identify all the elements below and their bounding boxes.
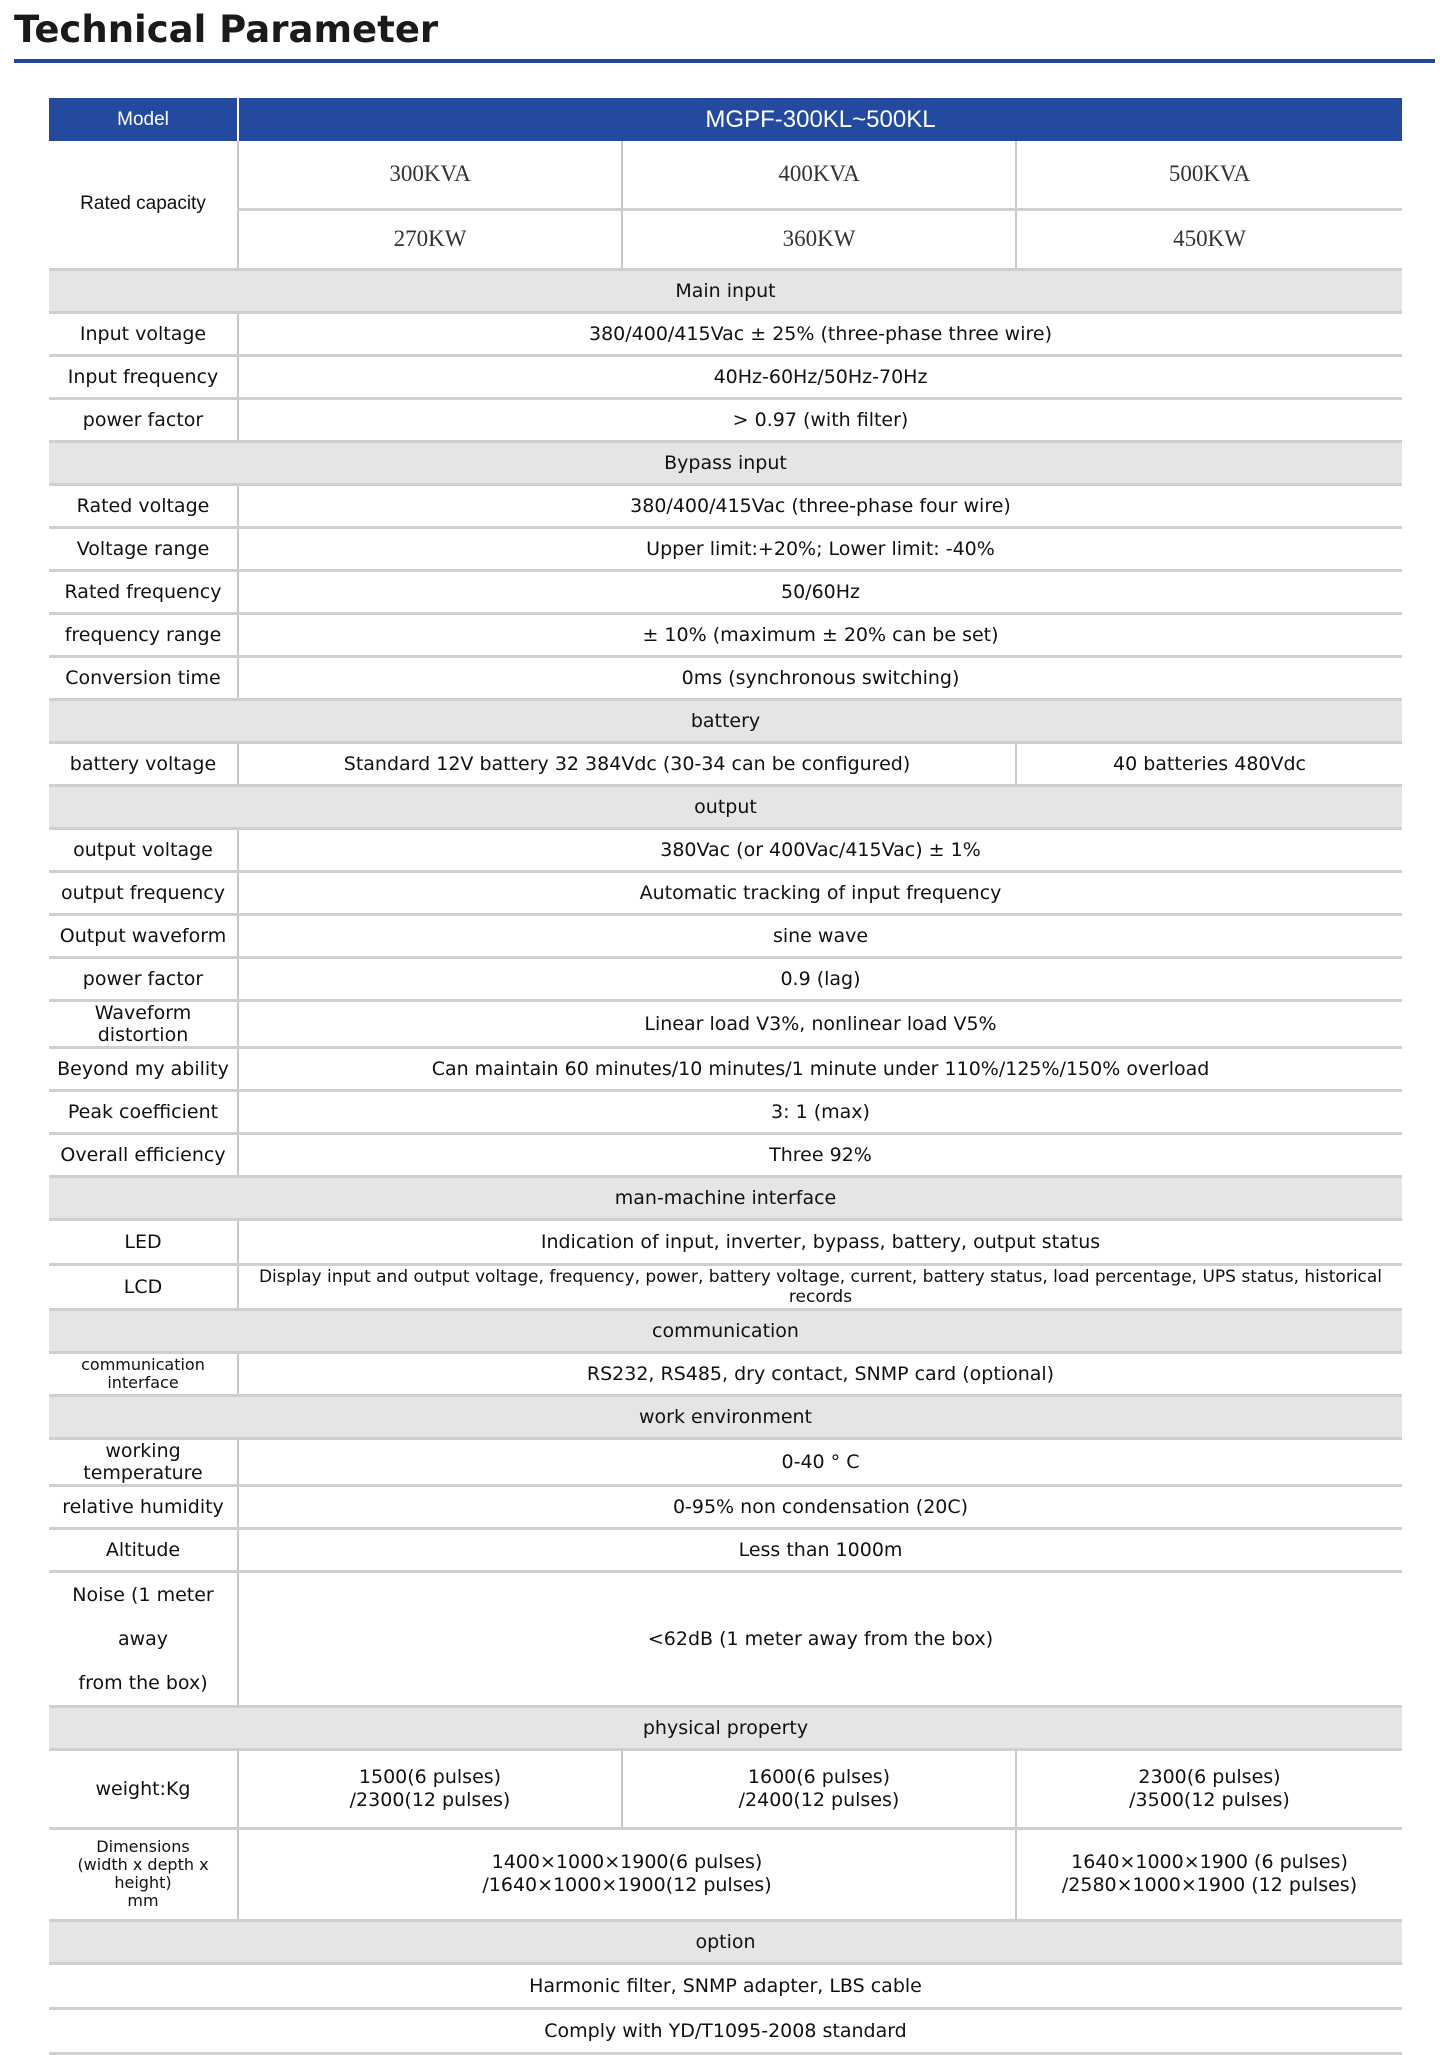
- spec-label-line: interface: [107, 1372, 179, 1392]
- spec-row: [49, 1000, 1402, 1047]
- spec-row: [49, 1828, 1402, 1920]
- spec-label: LCD: [49, 1264, 238, 1309]
- spec-label-line: from the box): [78, 1671, 208, 1694]
- spec-row: [49, 957, 1402, 1000]
- value-line: 1400×1000×1900(6 pulses): [491, 1851, 763, 1873]
- spec-row: [49, 527, 1402, 570]
- section-physical-property: physical property: [49, 1706, 1402, 1749]
- spec-row: [49, 1749, 1402, 1828]
- title-underline: [14, 59, 1435, 63]
- spec-value: ± 10% (maximum ± 20% can be set): [238, 613, 1402, 656]
- spec-label: weight:Kg: [49, 1749, 238, 1828]
- spec-row: [49, 1352, 1402, 1395]
- spec-table: [49, 98, 1402, 2055]
- model-value: MGPF-300KL~500KL: [238, 98, 1402, 141]
- spec-value: [1016, 1828, 1402, 1920]
- spec-value: 0ms (synchronous switching): [238, 656, 1402, 699]
- spec-row: [49, 398, 1402, 441]
- option-value: Harmonic filter, SNMP adapter, LBS cable: [49, 1963, 1402, 2008]
- spec-label-line: Dimensions: [96, 1837, 190, 1856]
- spec-label: [49, 1828, 238, 1920]
- spec-value: > 0.97 (with filter): [238, 398, 1402, 441]
- section-header-row: [49, 785, 1402, 828]
- spec-value: Standard 12V battery 32 384Vdc (30-34 can be configured): [238, 742, 1016, 785]
- spec-row: [49, 1133, 1402, 1176]
- section-header-row: [49, 1395, 1402, 1438]
- section-man-machine-interface: man-machine interface: [49, 1176, 1402, 1219]
- spec-value: Upper limit:+20%; Lower limit: -40%: [238, 527, 1402, 570]
- spec-value: 380/400/415Vac (three-phase four wire): [238, 484, 1402, 527]
- spec-label: [49, 1571, 238, 1706]
- section-communication: communication: [49, 1309, 1402, 1352]
- spec-row: [49, 1219, 1402, 1264]
- spec-row: [49, 312, 1402, 355]
- spec-value: Indication of input, inverter, bypass, battery, output status: [238, 1219, 1402, 1264]
- spec-row: [49, 1528, 1402, 1571]
- spec-value: 3: 1 (max): [238, 1090, 1402, 1133]
- spec-label: Conversion time: [49, 656, 238, 699]
- model-label: Model: [49, 98, 238, 141]
- spec-label-line: mm: [127, 1891, 159, 1910]
- spec-value: RS232, RS485, dry contact, SNMP card (optional): [238, 1352, 1402, 1395]
- option-value: Comply with YD/T1095-2008 standard: [49, 2008, 1402, 2053]
- value-line: /2300(12 pulses): [349, 1788, 511, 1811]
- spec-label: Output waveform: [49, 914, 238, 957]
- spec-label: Waveform distortion: [49, 1000, 238, 1047]
- spec-value: 0.9 (lag): [238, 957, 1402, 1000]
- spec-row: [49, 1264, 1402, 1309]
- spec-label: output frequency: [49, 871, 238, 914]
- spec-label: Beyond my ability: [49, 1047, 238, 1090]
- spec-value: sine wave: [238, 914, 1402, 957]
- capacity-kw-cell: 270KW: [238, 209, 622, 269]
- spec-label: LED: [49, 1219, 238, 1264]
- spec-row: [49, 656, 1402, 699]
- spec-value: 380Vac (or 400Vac/415Vac) ± 1%: [238, 828, 1402, 871]
- spec-label: Rated voltage: [49, 484, 238, 527]
- spec-value: Automatic tracking of input frequency: [238, 871, 1402, 914]
- spec-value: 0-95% non condensation (20C): [238, 1485, 1402, 1528]
- spec-label-line: Noise (1 meter away: [72, 1583, 214, 1650]
- spec-value: Less than 1000m: [238, 1528, 1402, 1571]
- rated-capacity-kw-row: [49, 209, 1402, 269]
- spec-label: Overall efficiency: [49, 1133, 238, 1176]
- spec-value: 40 batteries 480Vdc: [1016, 742, 1402, 785]
- section-bypass-input: Bypass input: [49, 441, 1402, 484]
- rated-capacity-label: Rated capacity: [49, 141, 238, 269]
- capacity-kw-cell: 360KW: [622, 209, 1016, 269]
- spec-label: Voltage range: [49, 527, 238, 570]
- spec-row: [49, 1485, 1402, 1528]
- spec-value: Linear load V3%, nonlinear load V5%: [238, 1000, 1402, 1047]
- section-header-row: [49, 441, 1402, 484]
- spec-value: 50/60Hz: [238, 570, 1402, 613]
- value-line: /2400(12 pulses): [738, 1788, 900, 1811]
- spec-label-line: (width x depth x height): [77, 1855, 209, 1892]
- spec-label: working temperature: [49, 1438, 238, 1485]
- section-work-environment: work environment: [49, 1395, 1402, 1438]
- value-line: 1500(6 pulses): [358, 1765, 502, 1788]
- spec-label: Input frequency: [49, 355, 238, 398]
- section-battery: battery: [49, 699, 1402, 742]
- capacity-kva-cell: 400KVA: [622, 141, 1016, 209]
- spec-row: [49, 871, 1402, 914]
- value-line: 1640×1000×1900 (6 pulses): [1071, 1851, 1348, 1873]
- section-header-row: [49, 1920, 1402, 1963]
- spec-value: Can maintain 60 minutes/10 minutes/1 minute under 110%/125%/150% overload: [238, 1047, 1402, 1090]
- spec-label: [49, 1352, 238, 1395]
- section-main-input: Main input: [49, 269, 1402, 312]
- spec-row: [49, 1438, 1402, 1485]
- spec-value: 40Hz-60Hz/50Hz-70Hz: [238, 355, 1402, 398]
- value-line: /3500(12 pulses): [1129, 1788, 1290, 1811]
- spec-label: Input voltage: [49, 312, 238, 355]
- spec-value: 380/400/415Vac ± 25% (three-phase three wire): [238, 312, 1402, 355]
- section-option: option: [49, 1920, 1402, 1963]
- spec-row: [49, 914, 1402, 957]
- spec-value: [238, 1749, 622, 1828]
- spec-row: [49, 1090, 1402, 1133]
- spec-label-line: communication: [81, 1354, 205, 1374]
- value-line: /1640×1000×1900(12 pulses): [482, 1874, 772, 1896]
- spec-label: Rated frequency: [49, 570, 238, 613]
- spec-row: [49, 613, 1402, 656]
- section-output: output: [49, 785, 1402, 828]
- spec-row: [49, 570, 1402, 613]
- section-header-row: [49, 699, 1402, 742]
- capacity-kva-cell: 300KVA: [238, 141, 622, 209]
- spec-value: Three 92%: [238, 1133, 1402, 1176]
- spec-label: power factor: [49, 398, 238, 441]
- spec-value: [1016, 1749, 1402, 1828]
- spec-label: battery voltage: [49, 742, 238, 785]
- option-row: [49, 2008, 1402, 2053]
- value-line: /2580×1000×1900 (12 pulses): [1061, 1874, 1358, 1896]
- spec-label: Peak coefficient: [49, 1090, 238, 1133]
- spec-row: [49, 355, 1402, 398]
- spec-value: <62dB (1 meter away from the box): [238, 1571, 1402, 1706]
- spec-value: Display input and output voltage, frequency, power, battery voltage, current, battery status, load percentage, UPS status, historical records: [238, 1264, 1402, 1309]
- spec-value: 0-40 ° C: [238, 1438, 1402, 1485]
- value-line: 1600(6 pulses): [747, 1765, 891, 1788]
- spec-row: [49, 742, 1402, 785]
- spec-value: [238, 1828, 1016, 1920]
- page-title: Technical Parameter: [14, 8, 439, 51]
- spec-row: [49, 484, 1402, 527]
- section-header-row: [49, 269, 1402, 312]
- spec-label: power factor: [49, 957, 238, 1000]
- spec-value: [622, 1749, 1016, 1828]
- spec-label: Altitude: [49, 1528, 238, 1571]
- spec-label: frequency range: [49, 613, 238, 656]
- value-line: 2300(6 pulses): [1138, 1765, 1281, 1788]
- capacity-kw-cell: 450KW: [1016, 209, 1402, 269]
- option-row: [49, 1963, 1402, 2008]
- section-header-row: [49, 1176, 1402, 1219]
- section-header-row: [49, 1706, 1402, 1749]
- spec-row: [49, 1571, 1402, 1706]
- spec-label: output voltage: [49, 828, 238, 871]
- spec-row: [49, 1047, 1402, 1090]
- model-row: [49, 98, 1402, 141]
- section-header-row: [49, 1309, 1402, 1352]
- rated-capacity-kva-row: [49, 141, 1402, 209]
- spec-row: [49, 828, 1402, 871]
- capacity-kva-cell: 500KVA: [1016, 141, 1402, 209]
- spec-label: relative humidity: [49, 1485, 238, 1528]
